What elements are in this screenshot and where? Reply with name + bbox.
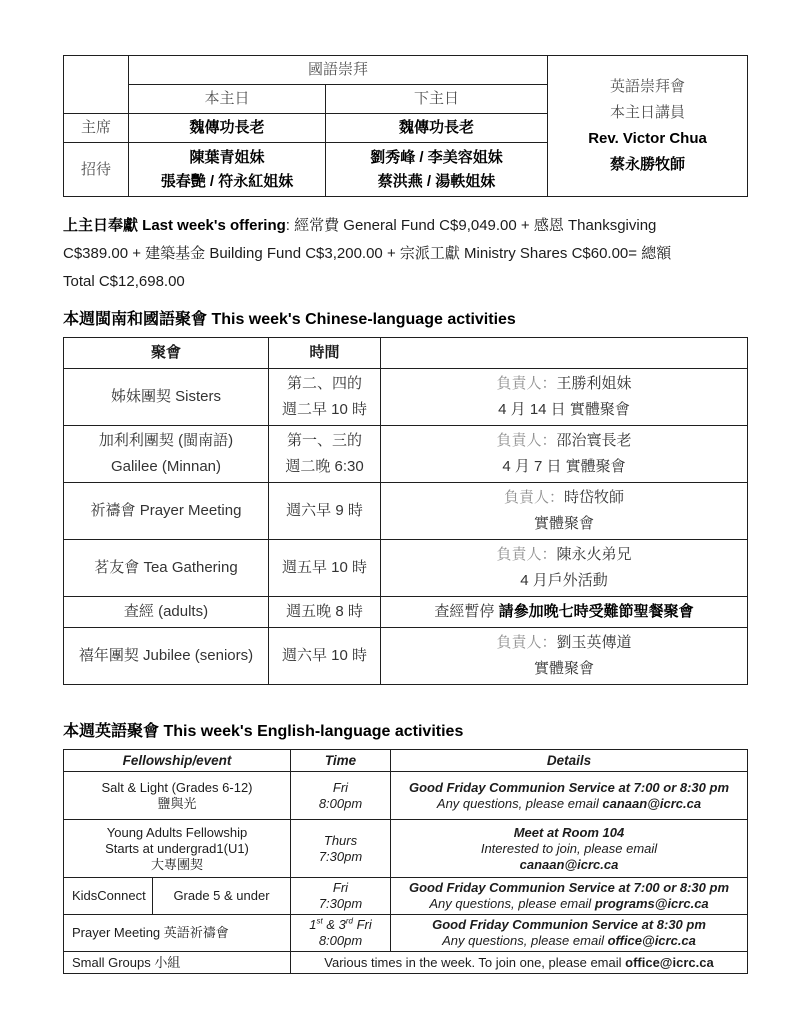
details-cell xyxy=(381,426,748,483)
time-column-header: Time xyxy=(291,750,391,772)
contact-text: Any questions, please email xyxy=(442,933,608,948)
usher-name-line: 蔡洪燕 / 湯軼姐妹 xyxy=(377,172,496,190)
fellowship-column-header: Fellowship/event xyxy=(64,750,291,772)
responsible-label: 負責人： xyxy=(503,489,564,506)
table-row xyxy=(64,483,748,540)
responsible-line xyxy=(385,428,743,454)
details-contact-line xyxy=(395,933,743,949)
event-name-line: Young Adults Fellowship xyxy=(106,824,248,840)
responsible-label: 負責人： xyxy=(496,432,557,449)
activity-cell: 查經 (adults) xyxy=(64,597,269,628)
this-sunday-header: 本主日 xyxy=(129,85,326,114)
details-contact-line xyxy=(395,896,743,912)
time-cell xyxy=(269,369,381,426)
time-line: Thurs xyxy=(323,832,358,848)
ordinal-suffix: st xyxy=(316,916,323,926)
event-cell: KidsConnect xyxy=(64,878,153,915)
details-note: 實體聚會 xyxy=(533,660,594,677)
time-cell xyxy=(291,915,391,952)
mandarin-worship-header: 國語崇拜 xyxy=(129,56,548,85)
time-cell xyxy=(291,878,391,915)
details-note: 實體聚會 xyxy=(533,515,594,532)
offering-line: C$389.00 + 建築基金 Building Fund C$3,200.00 + 宗派工獻 Ministry Shares C$60.00= 總額 xyxy=(63,245,672,262)
usher-next-sunday xyxy=(326,143,548,197)
time-text: & 3 xyxy=(322,917,346,932)
offering-summary xyxy=(63,212,747,296)
responsible-line xyxy=(385,371,743,397)
responsible-label: 負責人： xyxy=(496,634,557,651)
time-cell: 週六早 9 時 xyxy=(269,483,381,540)
corner-cell xyxy=(64,56,129,114)
responsible-label: 負責人： xyxy=(496,546,557,563)
time-line xyxy=(295,917,386,933)
details-note: 4 月戶外活動 xyxy=(520,572,608,589)
chinese-activities-heading: 本週閩南和國語聚會 This week's Chinese-language activities xyxy=(63,311,516,328)
contact-email: canaan@icrc.ca xyxy=(602,795,702,811)
contact-email: office@icrc.ca xyxy=(607,933,696,948)
english-activities-heading: 本週英語聚會 This week's English-language activities xyxy=(63,723,464,740)
event-subcell: Grade 5 & under xyxy=(153,878,291,915)
time-cell xyxy=(291,772,391,820)
details-cell xyxy=(381,483,748,540)
contact-text: Any questions, please email xyxy=(429,896,595,911)
time-cell: 週六早 10 時 xyxy=(269,628,381,685)
time-line: Fri xyxy=(332,779,349,795)
details-cell xyxy=(391,915,748,952)
worship-roster-table xyxy=(63,55,748,197)
time-text: Fri xyxy=(353,917,372,932)
responsible-name: 邵治寰長老 xyxy=(556,432,632,449)
time-line: 週二早 10 時 xyxy=(281,401,368,418)
table-row xyxy=(64,915,748,952)
table-row xyxy=(64,772,748,820)
chinese-activities-table xyxy=(63,337,748,685)
event-cell: Prayer Meeting 英語祈禱會 xyxy=(64,915,291,952)
details-cell xyxy=(381,597,748,628)
details-contact-line xyxy=(395,796,743,812)
table-row xyxy=(64,426,748,483)
activity-cell: 姊妹團契 Sisters xyxy=(64,369,269,426)
responsible-name: 劉玉英傳道 xyxy=(556,634,632,651)
time-cell: 週五早 10 時 xyxy=(269,540,381,597)
usher-row-label: 招待 xyxy=(64,143,129,197)
usher-this-sunday xyxy=(129,143,326,197)
details-headline: Good Friday Communion Service at 7:00 or 8:30 pm xyxy=(408,779,730,795)
responsible-name: 王勝利姐妹 xyxy=(556,375,632,392)
time-cell xyxy=(269,426,381,483)
table-row xyxy=(64,952,748,974)
details-cell xyxy=(291,952,748,974)
time-line: 8:00pm xyxy=(318,933,363,948)
contact-email: office@icrc.ca xyxy=(625,954,714,970)
details-cell xyxy=(381,628,748,685)
offering-line xyxy=(63,212,747,240)
table-row xyxy=(64,820,748,878)
details-cell xyxy=(381,540,748,597)
time-text: 1 xyxy=(309,917,317,932)
contact-email: canaan@icrc.ca xyxy=(519,856,619,872)
details-note: 4 月 7 日 實體聚會 xyxy=(502,458,626,475)
activity-cell: 禧年團契 Jubilee (seniors) xyxy=(64,628,269,685)
table-row xyxy=(64,878,748,915)
event-name-line: 大專團契 xyxy=(150,856,203,872)
details-headline: Meet at Room 104 xyxy=(513,824,625,840)
english-speaker-cell xyxy=(548,56,748,197)
contact-text: Any questions, please email xyxy=(436,795,603,811)
speaker-name-chinese: 蔡永勝牧師 xyxy=(610,156,686,173)
offering-title: 上主日奉獻 Last week's offering xyxy=(63,217,286,234)
responsible-label: 負責人： xyxy=(496,375,557,392)
good-friday-note: 請參加晚七時受難節聖餐聚會 xyxy=(498,603,694,620)
speaker-label: 本主日講員 xyxy=(610,104,686,121)
contact-email: programs@icrc.ca xyxy=(594,896,709,911)
activity-column-header: 聚會 xyxy=(64,338,269,369)
chair-next-sunday: 魏傳功長老 xyxy=(326,114,548,143)
details-cell xyxy=(381,369,748,426)
english-activities-table xyxy=(63,749,748,974)
event-name-line: 鹽與光 xyxy=(157,795,197,811)
time-line: 第一、三的 xyxy=(286,432,362,449)
english-worship-label: 英語崇拜會 xyxy=(610,78,686,95)
details-headline: Good Friday Communion Service at 7:00 or 8:30 pm xyxy=(408,880,730,895)
suspended-note: 查經暫停 xyxy=(434,603,499,620)
activity-cell: 茗友會 Tea Gathering xyxy=(64,540,269,597)
ordinal-suffix: rd xyxy=(345,916,353,926)
responsible-name: 陳永火弟兄 xyxy=(556,546,632,563)
event-name-line: Salt & Light (Grades 6-12) xyxy=(101,779,253,795)
time-line: 第二、四的 xyxy=(286,375,362,392)
responsible-line xyxy=(385,630,743,656)
time-line: 7:30pm xyxy=(318,848,363,864)
usher-name-line: 劉秀峰 / 李美容姐妹 xyxy=(370,148,503,166)
event-cell xyxy=(64,820,291,878)
offering-line1-rest: : 經常費 General Fund C$9,049.00 + 感恩 Thanksgiving xyxy=(285,217,657,234)
empty-header-cell xyxy=(381,338,748,369)
table-row xyxy=(64,597,748,628)
next-sunday-header: 下主日 xyxy=(326,85,548,114)
chair-this-sunday: 魏傳功長老 xyxy=(129,114,326,143)
table-row xyxy=(64,628,748,685)
time-cell: 週五晚 8 時 xyxy=(269,597,381,628)
details-cell xyxy=(391,820,748,878)
time-cell xyxy=(291,820,391,878)
time-column-header: 時間 xyxy=(269,338,381,369)
table-row xyxy=(64,540,748,597)
responsible-name: 時岱牧師 xyxy=(564,489,625,506)
activity-cell xyxy=(64,426,269,483)
event-cell: Small Groups 小組 xyxy=(64,952,291,974)
details-cell xyxy=(391,878,748,915)
contact-text: Various times in the week. To join one, please email xyxy=(324,954,626,970)
speaker-name-english: Rev. Victor Chua xyxy=(588,130,707,147)
details-note: 4 月 14 日 實體聚會 xyxy=(498,401,630,418)
details-column-header: Details xyxy=(391,750,748,772)
offering-line: Total C$12,698.00 xyxy=(63,273,185,290)
usher-name-line: 陳葉青姐妹 xyxy=(189,148,265,166)
time-line: 8:00pm xyxy=(318,795,363,811)
time-line: Fri xyxy=(332,880,349,895)
responsible-line xyxy=(385,485,743,511)
activity-cell: 祈禱會 Prayer Meeting xyxy=(64,483,269,540)
activity-name-line: 加利利團契 (閩南語) xyxy=(98,432,234,449)
table-row xyxy=(64,369,748,426)
event-name-line: Starts at undergrad1(U1) xyxy=(105,840,249,856)
details-headline: Good Friday Communion Service at 8:30 pm xyxy=(432,917,706,932)
time-line: 週二晚 6:30 xyxy=(285,458,364,475)
responsible-line xyxy=(385,542,743,568)
chair-row-label: 主席 xyxy=(64,114,129,143)
details-contact-line: Interested to join, please email xyxy=(480,840,658,856)
event-cell xyxy=(64,772,291,820)
usher-name-line: 張春艷 / 符永紅姐妹 xyxy=(160,172,294,190)
details-cell xyxy=(391,772,748,820)
activity-name-line: Galilee (Minnan) xyxy=(110,458,222,475)
time-line: 7:30pm xyxy=(318,896,363,911)
